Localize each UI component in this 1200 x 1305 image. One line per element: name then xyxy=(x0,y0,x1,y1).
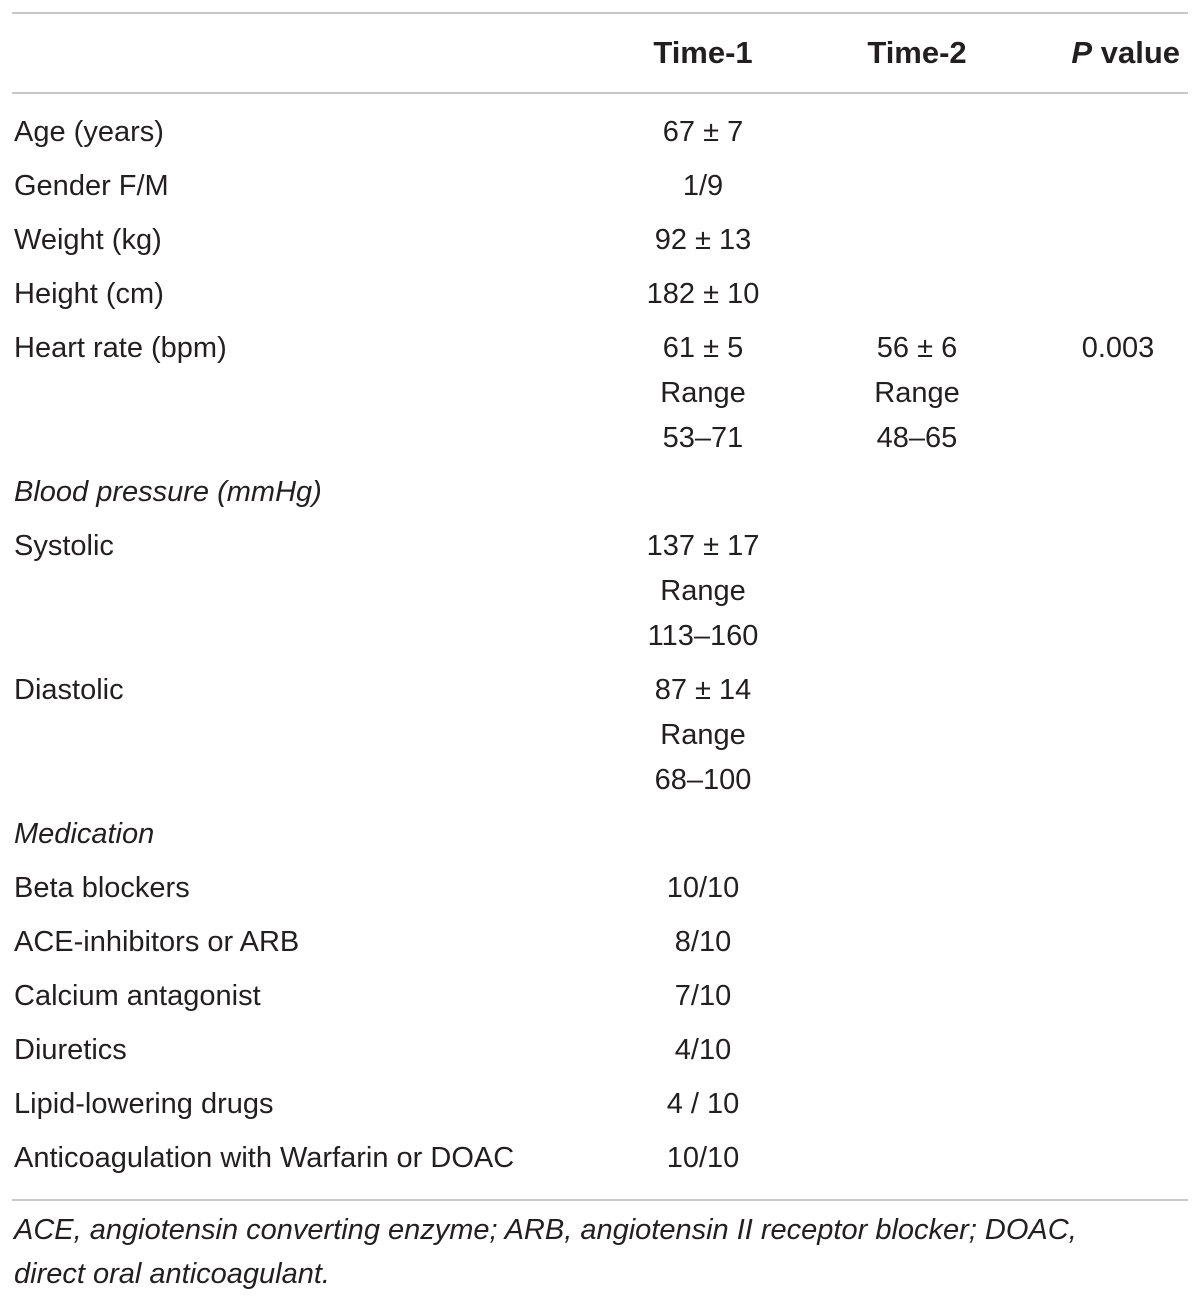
row-label: Gender F/M xyxy=(14,170,169,202)
table-row xyxy=(12,1130,1188,1184)
time-2-cell xyxy=(786,1130,1048,1184)
row-label: Calcium antagonist xyxy=(14,980,261,1012)
time-2-cell xyxy=(786,158,1048,212)
cell-line: 61 ± 5 xyxy=(662,332,744,364)
cell-line: Range xyxy=(660,575,746,607)
table-row xyxy=(12,1022,1188,1076)
p-value-cell xyxy=(1048,1076,1188,1130)
table-footnote xyxy=(14,1208,1190,1296)
cell-line: Range xyxy=(660,377,746,409)
time-1-cell xyxy=(620,92,786,158)
row-label: Blood pressure (mmHg) xyxy=(14,476,322,508)
bottom-rule xyxy=(12,1199,1188,1201)
table-row xyxy=(12,662,1188,806)
cell-line: 137 ± 17 xyxy=(646,530,760,562)
time-2-cell xyxy=(786,662,1048,806)
row-label: Systolic xyxy=(14,530,114,562)
p-value-cell xyxy=(1048,464,1188,518)
table-row xyxy=(12,92,1188,158)
cell-line: 53–71 xyxy=(662,422,744,454)
time-1-cell xyxy=(620,266,786,320)
row-label: Anticoagulation with Warfarin or DOAC xyxy=(14,1142,515,1174)
row-label: Diastolic xyxy=(14,674,124,706)
time-2-cell xyxy=(786,914,1048,968)
table-row xyxy=(12,1076,1188,1130)
row-label: Age (years) xyxy=(14,116,164,148)
time-1-cell xyxy=(620,158,786,212)
time-2-cell xyxy=(786,806,1048,860)
time-1-cell xyxy=(620,320,786,464)
time-1-cell xyxy=(620,860,786,914)
header-row xyxy=(12,14,1188,92)
time-2-cell xyxy=(786,1022,1048,1076)
table-row xyxy=(12,518,1188,662)
p-value-cell xyxy=(1048,860,1188,914)
p-value-cell xyxy=(1048,806,1188,860)
row-label: Beta blockers xyxy=(14,872,190,904)
p-value-cell xyxy=(1048,92,1188,158)
cell-line: 87 ± 14 xyxy=(654,674,752,706)
header-p-value xyxy=(1048,14,1188,92)
cell-line: 4/10 xyxy=(674,1034,732,1066)
p-value-cell xyxy=(1048,266,1188,320)
section-header-row xyxy=(12,806,1188,860)
time-1-cell xyxy=(620,806,786,860)
cell-line: 10/10 xyxy=(666,1142,740,1174)
p-value-cell xyxy=(1048,1022,1188,1076)
cell-line: 67 ± 7 xyxy=(662,116,744,148)
table-body xyxy=(12,92,1188,1184)
row-label: ACE-inhibitors or ARB xyxy=(14,926,300,958)
time-2-cell xyxy=(786,1076,1048,1130)
p-value-cell xyxy=(1048,518,1188,662)
time-2-cell xyxy=(786,92,1048,158)
time-2-cell xyxy=(786,860,1048,914)
patient-characteristics-table xyxy=(12,14,1188,1184)
row-label: Heart rate (bpm) xyxy=(14,332,227,364)
cell-line: 68–100 xyxy=(654,764,752,796)
cell-line: 56 ± 6 xyxy=(876,332,958,364)
time-1-cell xyxy=(620,464,786,518)
p-value-cell xyxy=(1048,968,1188,1022)
time-1-cell xyxy=(620,212,786,266)
time-1-cell xyxy=(620,1130,786,1184)
time-1-cell xyxy=(620,1076,786,1130)
cell-line: 4 / 10 xyxy=(666,1088,740,1120)
table-row xyxy=(12,158,1188,212)
header-label xyxy=(12,14,620,92)
p-value-cell xyxy=(1048,1130,1188,1184)
time-2-cell xyxy=(786,266,1048,320)
time-1-cell xyxy=(620,518,786,662)
time-2-cell xyxy=(786,518,1048,662)
p-value-cell xyxy=(1048,158,1188,212)
time-2-cell xyxy=(786,320,1048,464)
p-value-cell xyxy=(1048,662,1188,806)
header-p-letter: P xyxy=(1071,35,1093,70)
cell-line: 1/9 xyxy=(682,170,724,202)
table-row xyxy=(12,212,1188,266)
table-row xyxy=(12,968,1188,1022)
footnote-line-1: ACE, angiotensin converting enzyme; ARB, angiotensin II receptor blocker; DOAC, xyxy=(14,1214,1077,1246)
section-header-row xyxy=(12,464,1188,518)
time-1-cell xyxy=(620,662,786,806)
header-time-2: Time-2 xyxy=(867,35,967,70)
row-label: Weight (kg) xyxy=(14,224,162,256)
cell-line: 182 ± 10 xyxy=(646,278,760,310)
table-row xyxy=(12,860,1188,914)
header-p-word: value xyxy=(1092,35,1180,70)
table-row xyxy=(12,914,1188,968)
table-row xyxy=(12,266,1188,320)
row-label: Height (cm) xyxy=(14,278,164,310)
footnote-line-2: direct oral anticoagulant. xyxy=(14,1258,330,1290)
cell-line: Range xyxy=(660,719,746,751)
time-1-cell xyxy=(620,968,786,1022)
table-row xyxy=(12,320,1188,464)
cell-line: 92 ± 13 xyxy=(654,224,752,256)
row-label: Medication xyxy=(14,818,155,850)
cell-line: 10/10 xyxy=(666,872,740,904)
time-1-cell xyxy=(620,914,786,968)
header-time-1: Time-1 xyxy=(653,35,753,70)
p-value-cell xyxy=(1048,914,1188,968)
p-value-cell xyxy=(1048,212,1188,266)
cell-line: 7/10 xyxy=(674,980,732,1012)
cell-line: 113–160 xyxy=(647,620,759,652)
time-1-cell xyxy=(620,1022,786,1076)
cell-line: 8/10 xyxy=(674,926,732,958)
p-value-cell: 0.003 xyxy=(1081,332,1155,364)
time-2-cell xyxy=(786,968,1048,1022)
time-2-cell xyxy=(786,464,1048,518)
time-2-cell xyxy=(786,212,1048,266)
row-label: Diuretics xyxy=(14,1034,127,1066)
cell-line: Range xyxy=(874,377,960,409)
cell-line: 48–65 xyxy=(876,422,958,454)
row-label: Lipid-lowering drugs xyxy=(14,1088,274,1120)
